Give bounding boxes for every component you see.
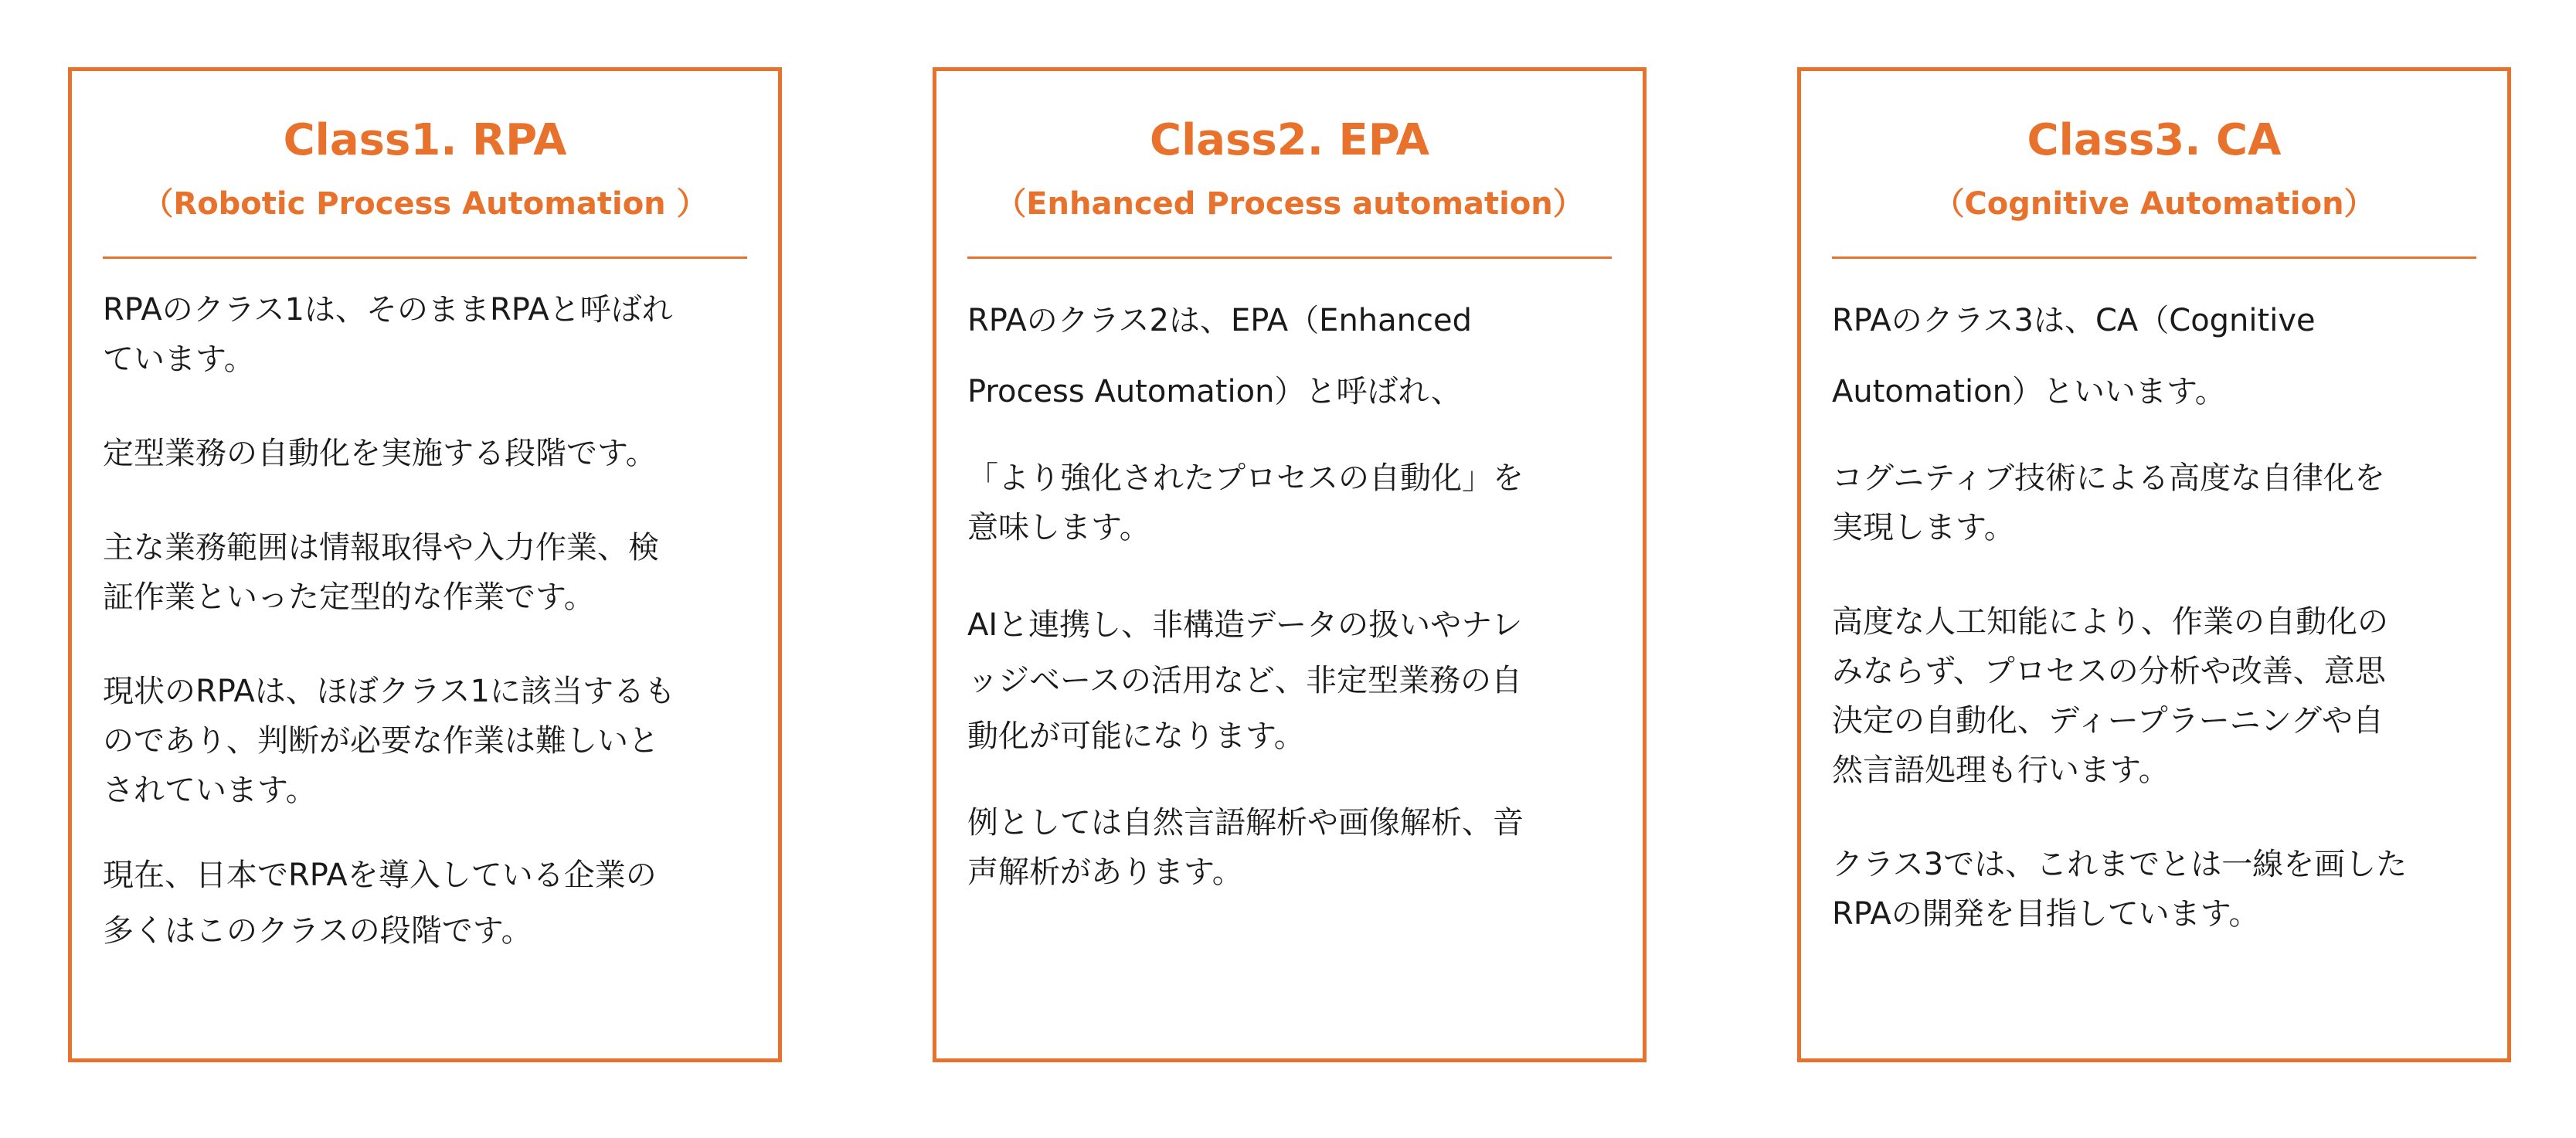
card-paragraph: 高度な人工知能により、作業の自動化の みならず、プロセスの分析や改善、意思 決定の自動化、ディープラーニングや自 然言語処理も行います。 [1832, 604, 2388, 788]
card-class2-epa [933, 67, 1647, 1062]
card-paragraph: RPAのクラス1は、そのままRPAと呼ばれ ています。 [103, 292, 673, 377]
card-paragraph: 例としては自然言語解析や画像解析、音 声解析があります。 [967, 805, 1524, 890]
card-body [936, 259, 1643, 897]
card-header [936, 71, 1643, 227]
card-paragraph: 定型業務の自動化を実施する段階です。 [103, 436, 657, 471]
card-class1-rpa [68, 67, 782, 1062]
card-title: Class3. CA [2027, 115, 2282, 165]
card-header [1801, 71, 2507, 227]
card-paragraph: 現在、日本でRPAを導入している企業の 多くはこのクラスの段階です。 [103, 858, 657, 949]
card-paragraph: コグニティブ技術による高度な自律化を 実現します。 [1832, 460, 2385, 545]
card-subtitle: （Enhanced Process automation） [995, 186, 1584, 222]
card-subtitle: （Cognitive Automation） [1933, 186, 2375, 222]
card-header [72, 71, 778, 227]
card-title: Class2. EPA [1150, 115, 1429, 165]
card-body [1801, 259, 2507, 939]
card-paragraph: 現状のRPAは、ほぼクラス1に該当するも のであり、判断が必要な作業は難しいと されています。 [103, 674, 675, 808]
card-class3-ca [1797, 67, 2511, 1062]
card-paragraph: RPAのクラス2は、EPA（Enhanced Process Automation）と呼ばれ、 [967, 303, 1472, 409]
card-paragraph: 主な業務範囲は情報取得や入力作業、検 証作業といった定型的な作業です。 [103, 530, 659, 615]
card-paragraph: 「より強化されたプロセスの自動化」を 意味します。 [967, 460, 1524, 545]
card-title: Class1. RPA [283, 115, 567, 165]
card-paragraph: AIと連携し、非構造データの扱いやナレ ッジベースの活用など、非定型業務の自 動化が可能になります。 [967, 607, 1523, 754]
card-subtitle: （Robotic Process Automation ） [142, 186, 708, 222]
card-paragraph: RPAのクラス3は、CA（Cognitive Automation）といいます。 [1832, 303, 2316, 409]
card-body [72, 259, 778, 959]
card-paragraph: クラス3では、これまでとは一線を画した RPAの開発を目指しています。 [1832, 847, 2408, 932]
